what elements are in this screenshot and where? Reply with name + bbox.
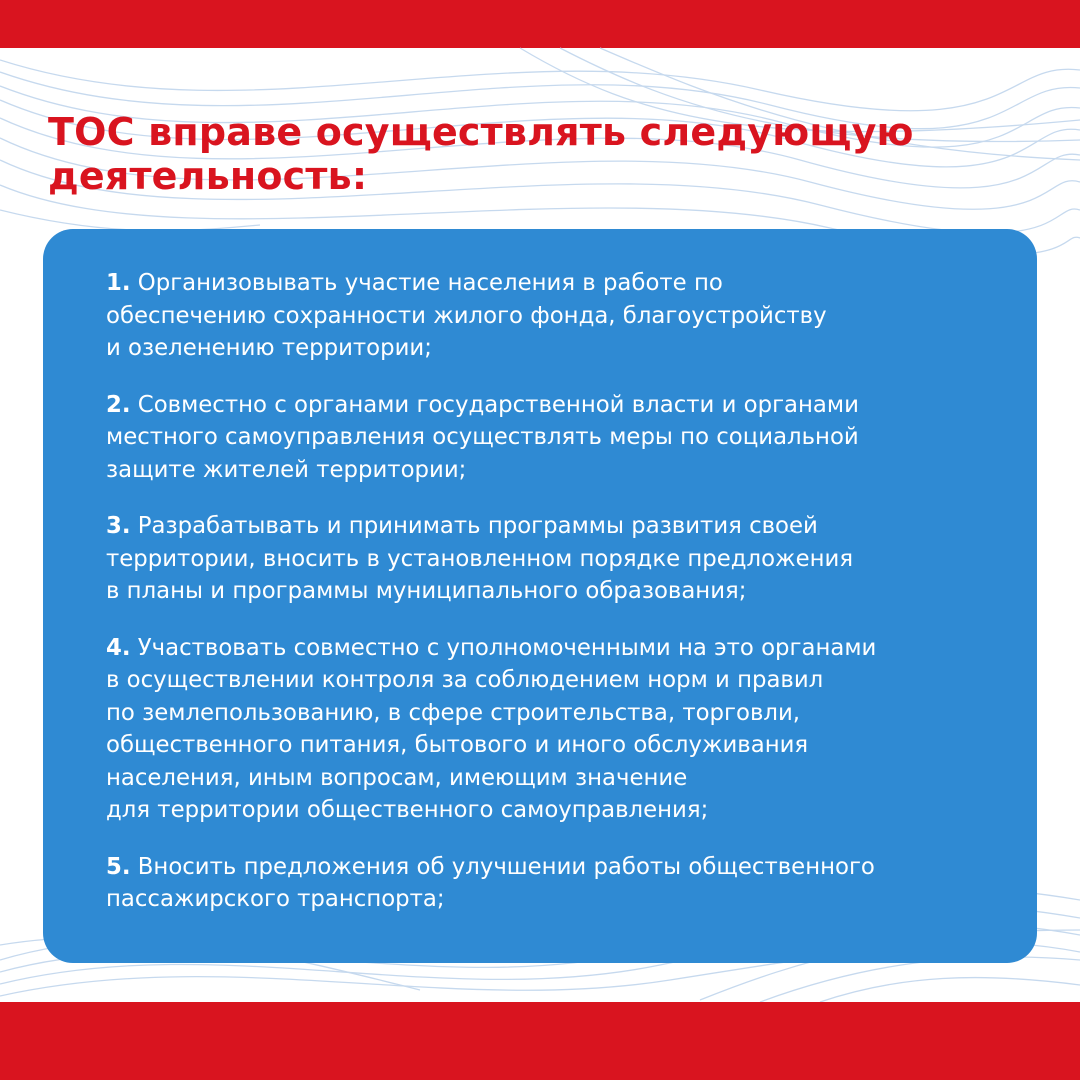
- item-line: территории, вносить в установленном порядке предложения: [106, 545, 854, 572]
- item-text: Разрабатывать и принимать программы развития своей: [137, 513, 818, 539]
- item-line: защите жителей территории;: [106, 456, 467, 483]
- item-line: пассажирского транспорта;: [106, 886, 445, 912]
- item-line: [106, 632, 1007, 665]
- item-line: для территории общественного самоуправления;: [106, 797, 709, 823]
- list-item-3: [106, 510, 1007, 608]
- item-number: 2.: [106, 391, 131, 418]
- list-item-1: [106, 267, 1007, 365]
- page-title: [48, 110, 1038, 198]
- list-item-5: [106, 851, 1007, 916]
- item-line: населения, иным вопросам, имеющим значение: [106, 764, 688, 791]
- item-line: в планы и программы муниципального образования;: [106, 578, 747, 604]
- item-line: по землепользованию, в сфере строительства, торговли,: [106, 699, 801, 726]
- item-line: местного самоуправления осуществлять меры по социальной: [106, 424, 859, 450]
- item-line: обеспечению сохранности жилого фонда, благоустройству: [106, 302, 827, 329]
- item-line: общественного питания, бытового и иного обслуживания: [106, 732, 809, 758]
- item-line: [106, 510, 1007, 543]
- item-number: 4.: [106, 634, 131, 661]
- list-item-2: [106, 389, 1007, 487]
- item-line: и озеленению территории;: [106, 335, 432, 361]
- title-line-1: ТОС вправе осуществлять следующую: [48, 110, 914, 154]
- item-number: 3.: [106, 513, 131, 539]
- item-number: 5.: [106, 853, 131, 880]
- content-panel: [43, 229, 1037, 963]
- item-line: [106, 389, 1007, 422]
- item-line: в осуществлении контроля за соблюдением норм и правил: [106, 667, 824, 693]
- item-text: Участвовать совместно с уполномоченными на это органами: [137, 634, 877, 661]
- item-line: [106, 851, 1007, 884]
- title-line-2: деятельность:: [48, 154, 368, 198]
- bottom-red-bar: [0, 1002, 1080, 1080]
- item-text: Организовывать участие населения в работе по: [137, 270, 723, 296]
- item-text: Вносить предложения об улучшении работы общественного: [137, 853, 875, 880]
- item-text: Совместно с органами государственной власти и органами: [137, 391, 859, 418]
- item-line: [106, 267, 1007, 300]
- list-item-4: [106, 632, 1007, 827]
- item-number: 1.: [106, 270, 131, 296]
